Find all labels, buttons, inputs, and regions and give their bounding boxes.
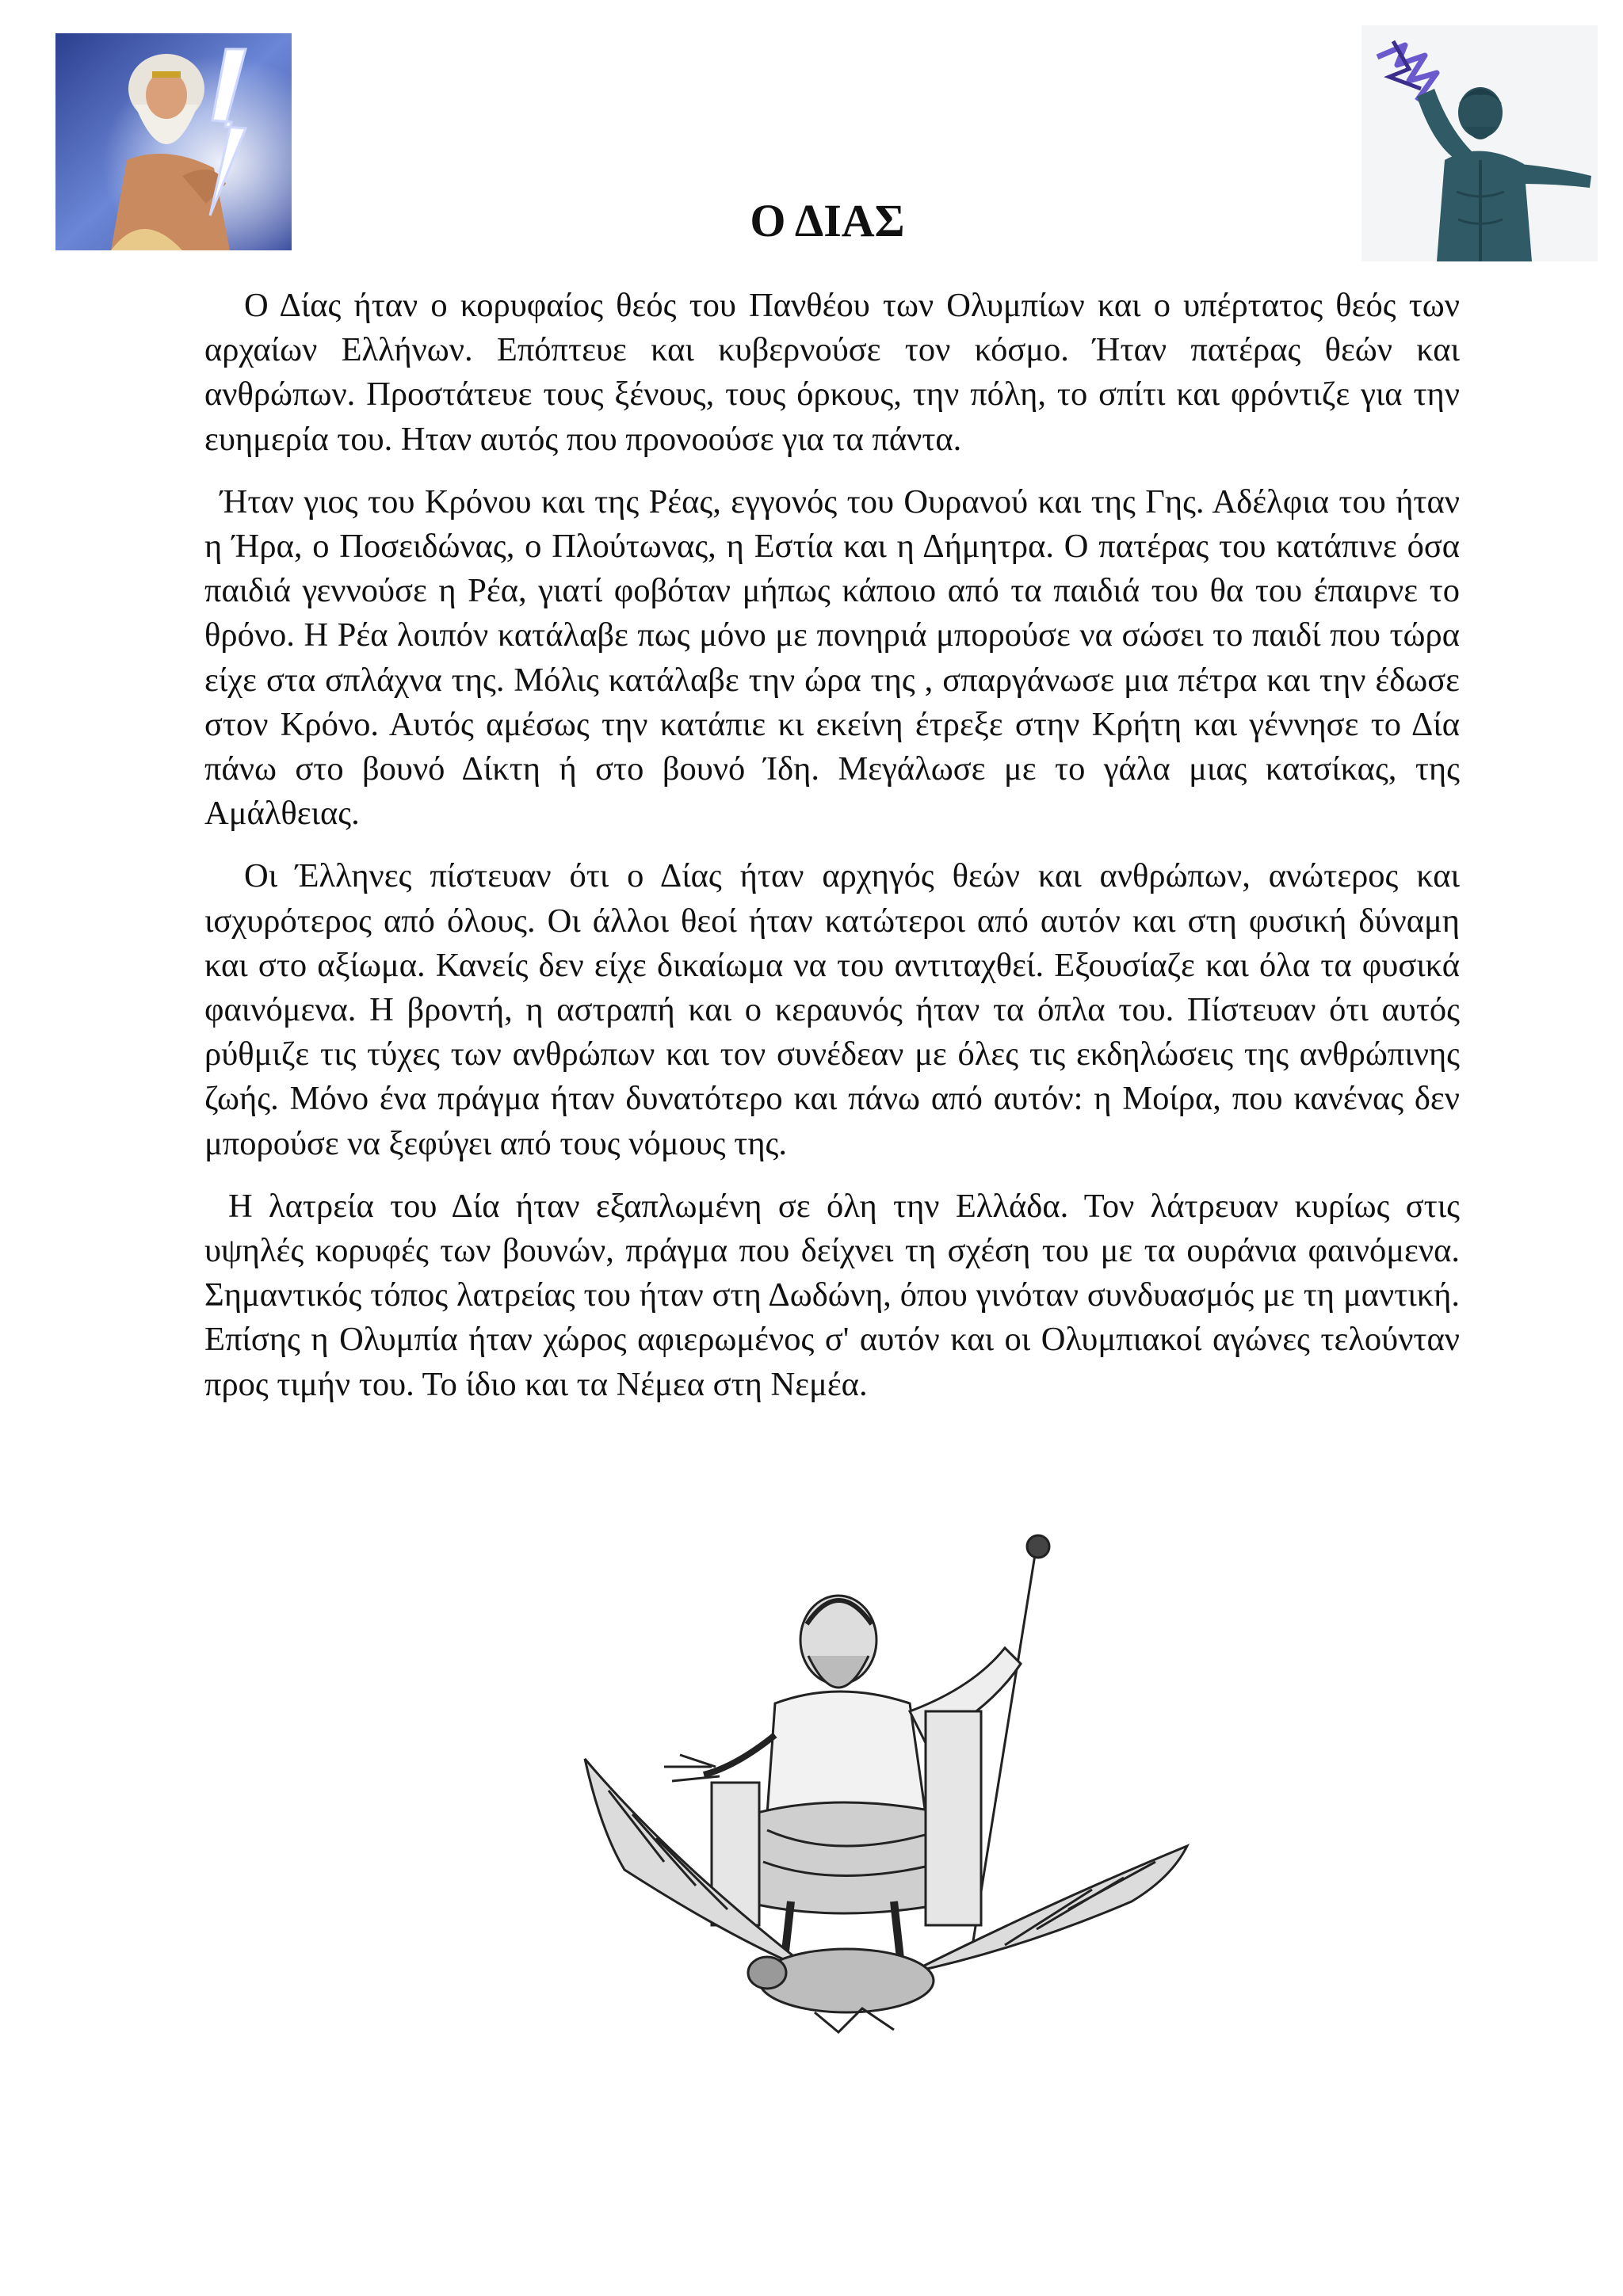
paragraph: Ήταν γιος του Κρόνου και της Ρέας, εγγονός του Ουρανού και της Γης. Αδέλφια του ήταν η Ήρα, ο Ποσειδώνας, ο Πλούτωνας, η Εστία και η Δήμητρα. Ο πατέρας του κατάπινε όσα παιδιά γεννούσε η Ρέα, γιατί φοβόταν μήπως κάποιο από τα παιδιά του θα του έπαιρνε το θρόνο. Η Ρέα λοιπόν κατάλαβε πως μόνο με πονηριά μπορούσε να σώσει το παιδί που τώρα είχε στα σπλάχνα της. Μόλις κατάλαβε την ώρα της , σπαργάνωσε μια πέτρα και την έδωσε στον Κρόνο. Αυτός αμέσως την κατάπιε κι εκείνη έτρεξε στην Κρήτη και γέννησε το Δία πάνω στο βουνό Δίκτη ή στο βουνό Ίδη. Μεγάλωσε με το γάλα μιας κατσίκας, της Αμάλθειας.	[204, 482, 1460, 833]
zeus-throne-engraving	[577, 1529, 1195, 2036]
paragraph: Η λατρεία του Δία ήταν εξαπλωμένη σε όλη την Ελλάδα. Τον λάτρευαν κυρίως στις υψηλές κορυφές των βουνών, πράγμα που δείχνει τη σχέση του με τα ουράνια φαινόμενα. Σημαντικός τόπος λατρείας του ήταν στη Δωδώνη, όπου γινόταν συνδυασμός με τη μαντική. Επίσης η Ολυμπία ήταν χώρος αφιερωμένος σ' αυτόν και οι Ολυμπιακοί αγώνες τελούνταν προς τιμήν του. Το ίδιο και τα Νέμεα στη Νεμέα.	[204, 1187, 1460, 1403]
paragraph: Ο Δίας ήταν ο κορυφαίος θεός του Πανθέου των Ολυμπίων και ο υπέρτατος θεός των αρχαίων Ελλήνων. Επόπτευε και κυβερνούσε τον κόσμο. Ήταν πατέρας θεών και ανθρώπων. Προστάτευε τους ξένους, τους όρκους, την πόλη, το σπίτι και φρόντιζε για την ευημερία του. Ηταν αυτός που προνοούσε για τα πάντα.	[204, 287, 1460, 458]
paragraph: Οι Έλληνες πίστευαν ότι ο Δίας ήταν αρχηγός θεών και ανθρώπων, ανώτερος και ισχυρότερος από όλους. Οι άλλοι θεοί ήταν κατώτεροι από αυτόν και στη φυσική δύναμη και στο αξίωμα. Κανείς δεν είχε δικαίωμα να του αντιταχθεί. Εξουσίαζε και όλα τα φυσικά φαινόμενα. Η βροντή, η αστραπή και ο κεραυνός ήταν τα όπλα του. Πίστευαν ότι αυτός ρύθμιζε τις τύχες των ανθρώπων και τον συνέδεαν με όλες τις εκδηλώσεις της ανθρώπινης ζωής. Μόνο ένα πράγμα ήταν δυνατότερο και πάνω από αυτόν: η Μοίρα, που κανένας δεν μπορούσε να ξεφύγει από τους νόμους της.	[204, 857, 1460, 1162]
page-title: Ο ΔΙΑΣ	[750, 195, 905, 246]
article-body	[204, 284, 1460, 1425]
